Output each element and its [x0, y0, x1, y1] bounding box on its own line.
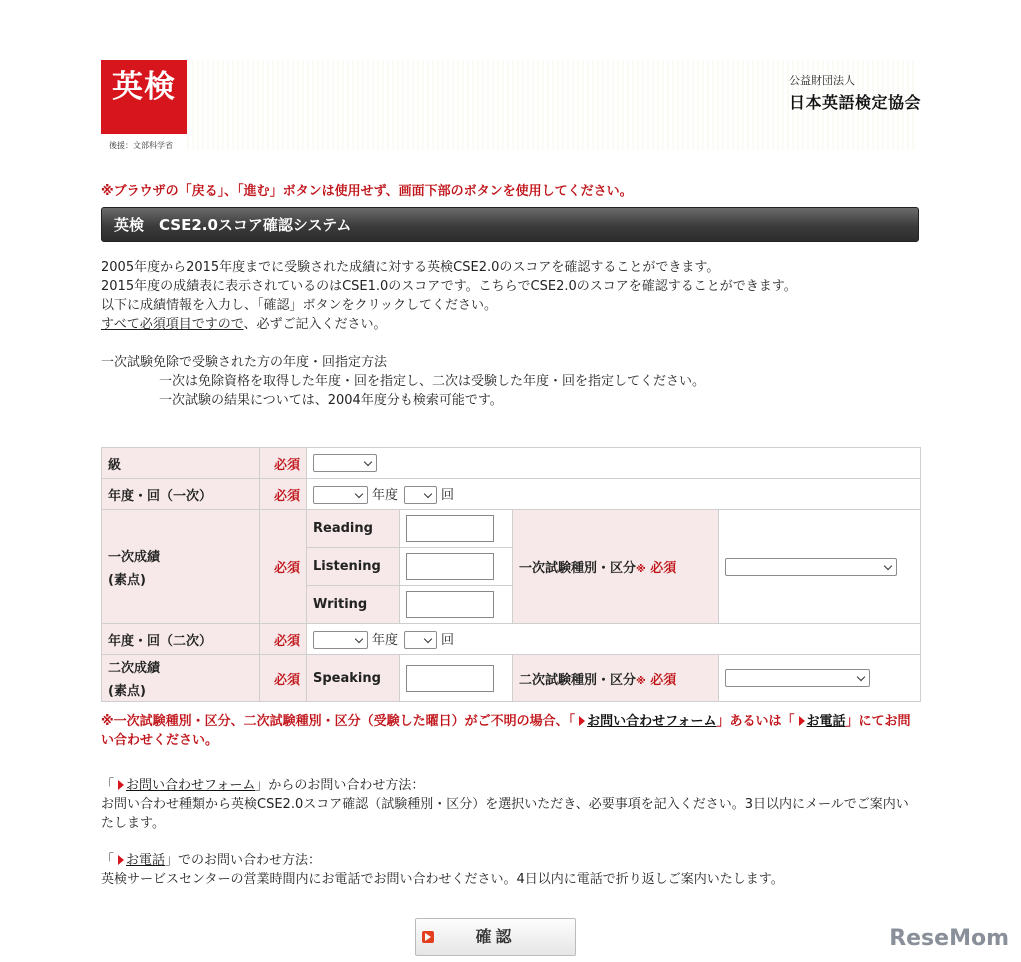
year-second-cell: [307, 624, 921, 655]
note-text: ※一次試験種別・区分、二次試験種別・区分（受験した曜日）がご不明の場合、「: [101, 714, 576, 729]
contact-phone-info: [101, 851, 921, 889]
first-score-label-2: (素点): [108, 572, 146, 588]
speaking-label: Speaking: [307, 655, 400, 702]
note-text: 」にてお問い合わせください。: [101, 714, 911, 748]
row-grade: [102, 448, 921, 479]
year-first-select[interactable]: [313, 486, 368, 504]
row-reading: [102, 510, 921, 548]
row-speaking: [102, 655, 921, 702]
contact-form-link[interactable]: お問い合わせフォーム: [126, 778, 256, 793]
year-second-label: 年度・回（二次）: [102, 624, 260, 655]
listening-input[interactable]: [406, 553, 494, 580]
reading-input[interactable]: [406, 515, 494, 542]
second-type-select[interactable]: [725, 669, 870, 687]
required-mark: 必須: [260, 624, 307, 655]
second-type-label: [513, 655, 719, 702]
contact-form-body: お問い合わせ種類から英検CSE2.0スコア確認（試験種別・区分）を選択いただき、必要事項を記入ください。3日以内にメールでご案内いたします。: [101, 797, 909, 831]
grade-cell: [307, 448, 921, 479]
second-score-label: [102, 655, 260, 702]
required-mark: 必須: [650, 561, 677, 576]
required-mark: 必須: [260, 479, 307, 510]
phone-link[interactable]: お電話: [126, 853, 166, 868]
intro-line: 2005年度から2015年度までに受験された成績に対する英検CSE2.0のスコアを確認することができます。: [101, 260, 720, 275]
first-score-label: [102, 510, 260, 624]
year-first-cell: [307, 479, 921, 510]
asterisk-mark: ※: [636, 564, 646, 575]
arrow-right-icon: [799, 716, 805, 726]
browser-warning: ※ブラウザの「戻る」、「進む」ボタンは使用せず、画面下部のボタンを使用してください。: [101, 184, 633, 199]
grade-select[interactable]: [313, 454, 377, 472]
contact-phone-title-rest: 」でのお問い合わせ方法：: [165, 853, 322, 868]
page: [101, 0, 921, 946]
arrow-right-icon: [118, 855, 124, 865]
contact-form-title-rest: 」からのお問い合わせ方法：: [255, 778, 425, 793]
note-text: 」あるいは「: [716, 714, 795, 729]
second-score-label-2: (素点): [108, 684, 146, 699]
year-second-select[interactable]: [313, 631, 368, 649]
first-type-select[interactable]: [725, 558, 897, 576]
confirm-button[interactable]: [415, 918, 576, 956]
intro-line-rest: 、必ずご記入ください。: [243, 317, 387, 332]
grade-label: 級: [102, 448, 260, 479]
resemom-watermark: ReseMom: [889, 926, 1009, 951]
asterisk-mark: ※: [636, 675, 646, 687]
required-mark: 必須: [260, 448, 307, 479]
round-first-select[interactable]: [404, 486, 437, 504]
writing-input[interactable]: [406, 591, 494, 618]
speaking-cell: [400, 655, 513, 702]
contact-phone-title: 「 お電話」でのお問い合わせ方法：: [101, 853, 322, 868]
year-unit: 年度: [372, 632, 399, 648]
contact-form-title: 「 お問い合わせフォーム」からのお問い合わせ方法：: [101, 778, 425, 793]
contact-form-info: [101, 776, 921, 833]
first-type-label: [513, 510, 719, 624]
confirm-label: 確認: [475, 927, 516, 946]
arrow-right-icon: [579, 716, 585, 726]
exemption-info: [101, 353, 705, 410]
required-mark: 必須: [650, 672, 677, 688]
first-type-cell: [719, 510, 921, 624]
first-score-label-1: 一次成績: [108, 549, 161, 565]
play-arrow-icon: [422, 931, 434, 943]
intro-line: 以下に成績情報を入力し、「確認」ボタンをクリックしてください。: [101, 298, 497, 313]
required-mark: 必須: [260, 510, 307, 624]
page-title: 英検 CSE2.0スコア確認システム: [101, 207, 919, 242]
exemption-heading: 一次試験免除で受験された方の年度・回指定方法: [101, 355, 388, 370]
intro-line: [101, 315, 797, 334]
score-form: [101, 447, 921, 702]
intro-text: [101, 258, 797, 334]
required-mark: 必須: [260, 655, 307, 702]
second-score-label-1: 二次成績: [108, 661, 161, 676]
logo-sub-text: 後援：文部科学省: [109, 141, 173, 150]
exemption-line: 一次は免除資格を取得した年度・回を指定し、二次は受験した年度・回を指定してください。: [159, 374, 706, 389]
round-unit: 回: [441, 632, 455, 648]
association-name: [789, 72, 921, 113]
second-type-label-text: 二次試験種別・区分: [519, 672, 637, 688]
eiken-logo[interactable]: 英検: [101, 60, 187, 134]
first-type-label-text: 一次試験種別・区分: [519, 561, 637, 576]
association-title: 日本英語検定協会: [788, 93, 921, 112]
writing-cell: [400, 586, 513, 624]
reading-cell: [400, 510, 513, 548]
year-first-label: 年度・回（一次）: [102, 479, 260, 510]
arrow-right-icon: [118, 780, 124, 790]
contact-phone-body: 英検サービスセンターの営業時間内にお電話でお問い合わせください。4日以内に電話で折り返しご案内いたします。: [101, 872, 784, 887]
listening-cell: [400, 548, 513, 586]
intro-line: 2015年度の成績表に表示されているのはCSE1.0のスコアです。こちらでCSE2.0のスコアを確認することができます。: [101, 279, 797, 294]
round-second-select[interactable]: [404, 631, 437, 649]
phone-link[interactable]: お電話: [806, 714, 846, 729]
reading-label: Reading: [307, 510, 400, 548]
speaking-input[interactable]: [406, 665, 494, 692]
row-year-second: [102, 624, 921, 655]
listening-label: Listening: [307, 548, 400, 586]
round-unit: 回: [441, 487, 455, 503]
contact-form-link[interactable]: お問い合わせフォーム: [587, 714, 717, 729]
header: [101, 0, 921, 160]
row-year-first: [102, 479, 921, 510]
second-type-cell: [719, 655, 921, 702]
year-unit: 年度: [372, 487, 399, 503]
required-underline: すべて必須項目ですので: [101, 317, 244, 332]
association-type: 公益財団法人: [788, 74, 855, 87]
writing-label: Writing: [307, 586, 400, 624]
exemption-line: 一次試験の結果については、2004年度分も検索可能です。: [159, 393, 503, 408]
unknown-type-note: [101, 712, 921, 750]
